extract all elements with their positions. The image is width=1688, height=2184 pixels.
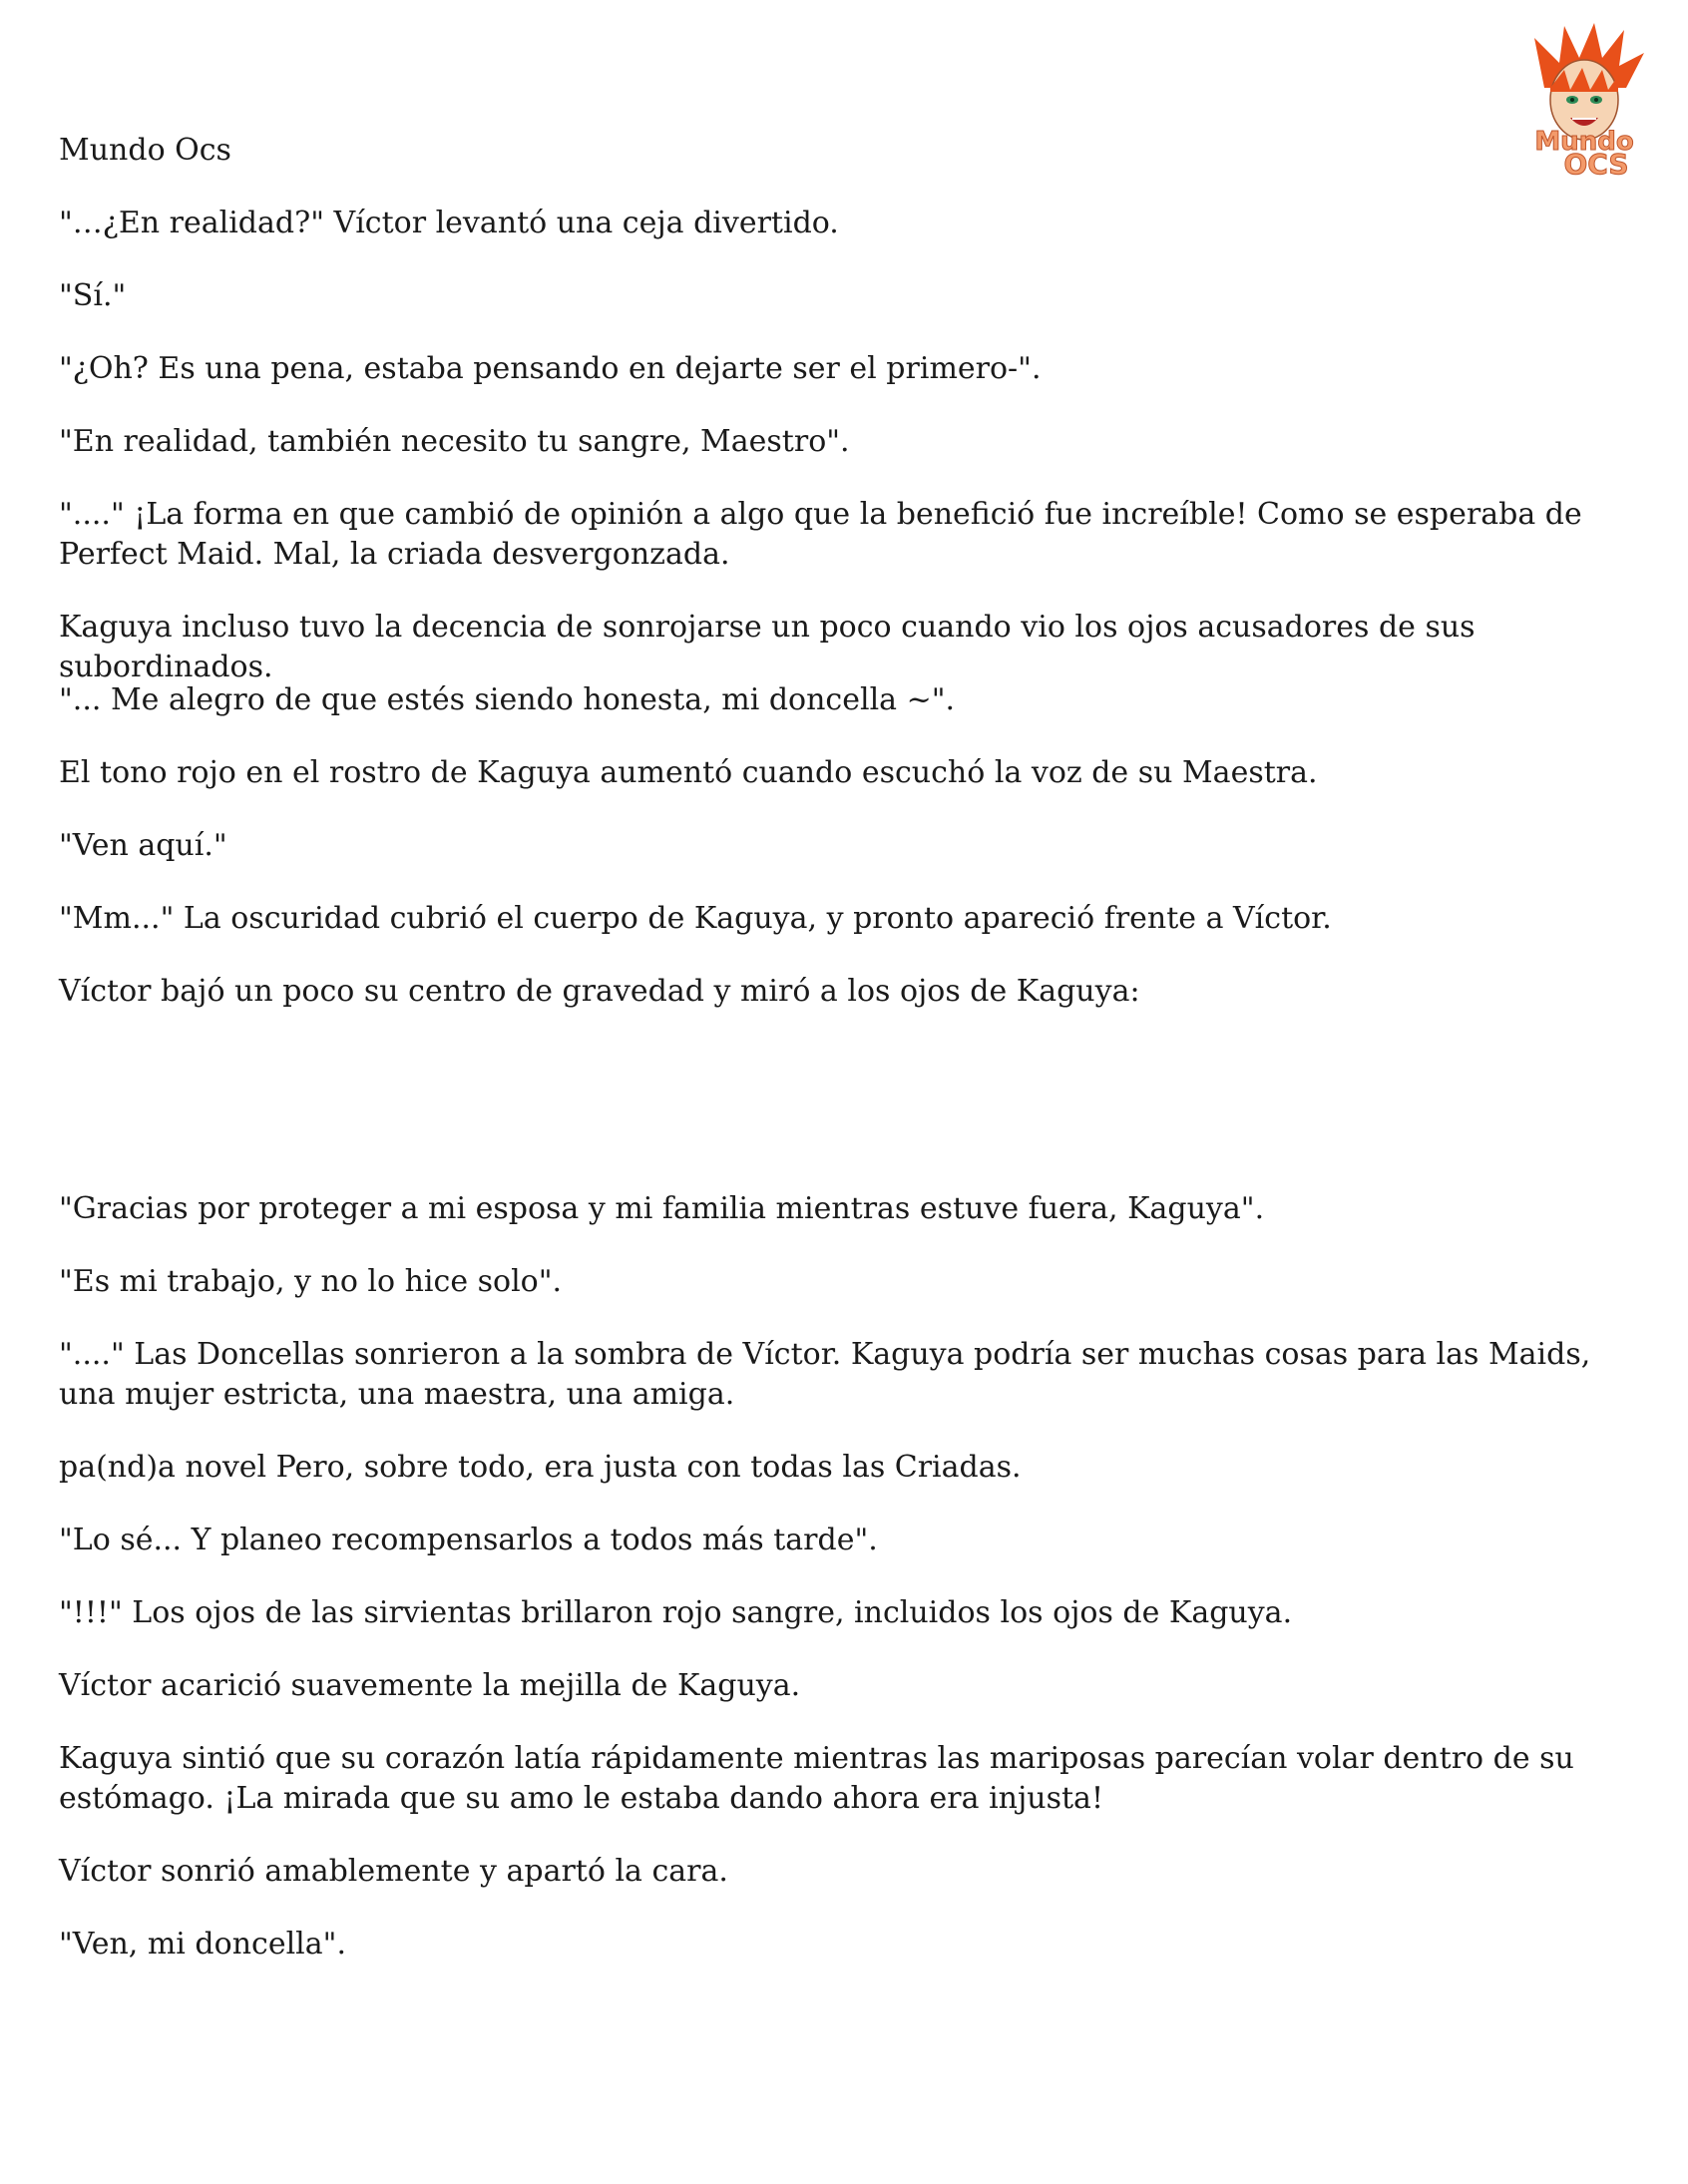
paragraph: "Ven, mi doncella". bbox=[59, 1927, 346, 1962]
paragraph: "Sí." bbox=[59, 278, 127, 313]
paragraph: Kaguya sintió que su corazón latía rápidamente mientras las mariposas parecían volar dentro de su estómago. ¡La mirada que su amo le estaba dando ahora era injusta! bbox=[59, 1741, 1574, 1816]
paragraph: "Gracias por proteger a mi esposa y mi familia mientras estuve fuera, Kaguya". bbox=[59, 1191, 1265, 1226]
paragraph: pa(nd)a novel Pero, sobre todo, era justa con todas las Criadas. bbox=[59, 1450, 1022, 1485]
paragraph: "...." Las Doncellas sonrieron a la sombra de Víctor. Kaguya podría ser muchas cosas para las Maids, una mujer estricta, una maestra, una amiga. bbox=[59, 1337, 1591, 1412]
paragraph: "¿Oh? Es una pena, estaba pensando en dejarte ser el primero-". bbox=[59, 351, 1042, 386]
paragraph: "…¿En realidad?" Víctor levantó una ceja divertido. bbox=[59, 206, 839, 240]
logo-text-line2: OCS bbox=[1563, 148, 1629, 178]
paragraph: Víctor sonrió amablemente y apartó la cara. bbox=[59, 1854, 728, 1889]
paragraph: "Lo sé... Y planeo recompensarlos a todos más tarde". bbox=[59, 1523, 878, 1557]
paragraph: El tono rojo en el rostro de Kaguya aumentó cuando escuchó la voz de su Maestra. bbox=[59, 755, 1318, 790]
paragraph: "Es mi trabajo, y no lo hice solo". bbox=[59, 1264, 563, 1299]
paragraph: "En realidad, también necesito tu sangre, Maestro". bbox=[59, 424, 850, 459]
paragraph: Kaguya incluso tuvo la decencia de sonrojarse un poco cuando vio los ojos acusadores de sus subordinados. bbox=[59, 610, 1476, 684]
logo-text-line1: Mundo bbox=[1534, 127, 1634, 157]
paragraph: Víctor acarició suavemente la mejilla de Kaguya. bbox=[59, 1668, 801, 1703]
paragraph: "Mm..." La oscuridad cubrió el cuerpo de Kaguya, y pronto apareció frente a Víctor. bbox=[59, 901, 1332, 936]
paragraph: Víctor bajó un poco su centro de gravedad y miró a los ojos de Kaguya: bbox=[59, 974, 1140, 1009]
paragraph: "!!!" Los ojos de las sirvientas brillaron rojo sangre, incluidos los ojos de Kaguya. bbox=[59, 1595, 1293, 1630]
paragraph: "Ven aquí." bbox=[59, 828, 227, 863]
paragraph: "...." ¡La forma en que cambió de opinión a algo que la benefició fue increíble! Como se esperaba de Perfect Maid. Mal, la criada desvergonzada. bbox=[59, 497, 1582, 572]
paragraph-header: Mundo Ocs bbox=[59, 133, 231, 168]
paragraph: "... Me alegro de que estés siendo honesta, mi doncella ~". bbox=[59, 682, 956, 717]
